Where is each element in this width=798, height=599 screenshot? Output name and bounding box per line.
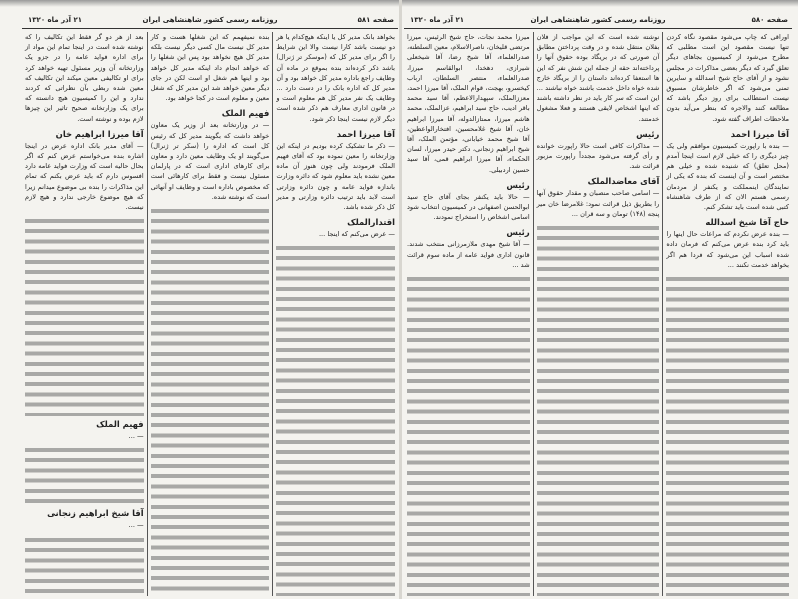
columns — [22, 32, 398, 596]
issue-date: ۲۱ آذر ماه ۱۳۲۰ — [28, 16, 83, 24]
paragraph: — عرض می‌کنم که اینجا ... — [318, 230, 395, 239]
paragraph: بنده نمیفهمم که این شغلها هست و کار مدیر کل نیست مال کسی دیگر نیست بلکه مدیر کل هیچ نخواهد بود پس این شغلها را که خواهد انجام داد اینکه مدیر کل خواهد بود و اینها هم شغل او است لکن در جای دیگر معین خواهد شد این مدیر کل که شغل معین و معلوم است در کجا خواهد بود. — [150, 33, 270, 103]
column-middle — [534, 32, 664, 596]
paragraph: — ذکر ما تشکیک کرده بودیم در اینکه این وزارتخانه را معین نموده بود که آقای فهیم الملک فرمودند ولی چون هنوز آن ماده معین نشده باید معلوم شود که دائره وزارت باندازه فواید عامه و چون دائره وزارتی است لابد باید ترتیب دائره وزارتی و مدیر کل ذکر شده باشد. — [276, 141, 395, 212]
page-header — [404, 14, 792, 29]
paragraph: بخواهد بانک مدیر کل یا اینکه هیچ‌کدام یا هر دو نیست باشد کارا نیست والا این شرایط را اگر برای مدیر کل که (موسکر تر ژنرال) باشد ذکر کرده‌اند بنده بموقع در ماده آن وظایف راجع باداره مدیر کل خواهد بود و آن مدیر کل که اداره بانک را در دست دارد ... وظایف یک نفر مدیر کل هم معلوم است و در قانون اداری معارف هم ذکر شده است دیگر لازم نیست اینجا ذکر شود. — [276, 33, 395, 123]
newspaper-title: روزنامه رسمی کشور شاهنشاهی ایران — [142, 16, 278, 24]
text-lines — [25, 445, 144, 505]
paragraph: — آقای مدیر بانک اداره عرض در اینجا اشاره بنده می‌خواستم عرض کنم که اگر بحال حالیه است که وزارت فواید عامه دارد افسوس دارم که باید عرض بکنم که تمام این مذاکرات را بنده بی موضوع میدانم زیرا که هیچ موضوع خارجی ندارد و هیچ لازم نیست. — [24, 141, 144, 212]
issue-date: ۲۱ آذر ماه ۱۳۲۰ — [410, 16, 465, 24]
paragraph: — ... — [128, 521, 144, 530]
paragraph: — در وزارتخانه بعد از وزیر یک معاون خواهد داشت که بگویند مدیر کل که رئیس کل است که اداره را (سکر تر ژنرال) می‌گویند او یک وظایف معین دارد و معاون برای کارهای اداری است که در پارلمان مسئول نیست و فقط برای کارهائی است که مخصوص باداره است و وظایف او آنهائی است که نوشته شده. — [150, 121, 270, 201]
text-lines — [537, 223, 660, 596]
column-left — [22, 32, 148, 596]
page-580 — [404, 8, 792, 598]
columns — [404, 32, 792, 596]
speaker-heading: آقا شیخ ابراهیم زنجانی — [47, 508, 144, 519]
text-lines — [276, 243, 395, 596]
page-number: صفحه ۵۸۱ — [357, 16, 394, 24]
column-left — [404, 32, 534, 596]
paragraph: — ... — [128, 432, 144, 441]
speaker-heading: حاج آقا شیخ اسدالله — [705, 217, 789, 228]
text-lines — [25, 216, 144, 416]
newspaper-title: روزنامه رسمی کشور شاهنشاهی ایران — [530, 16, 666, 24]
speaker-heading: آقا میرزا احمد — [730, 128, 789, 139]
text-lines — [666, 274, 789, 596]
paragraph: — بنده عرض نکردم که مراعات حال اینها را باید کرد بنده عرض می‌کنم که فرمان داده شده اسباب این می‌شود که فردا هم اگر بخواهد خدمت نکنند ... — [666, 230, 789, 269]
paragraph: نوشته شده است که این مواجب از فلان بفلان منتقل شده و در وقت پرداختن مطابق آن صورتی که در بریگاد بوده حقوق آنها را پرداخته‌اند حقه از جمله این شش نفر که این ها استعفا کرده‌اند داستان را از بریگاد خارج شده خواه داخل خدمت باشند خواه نباشند ... این است که سر کار باید در نظر داشته باشند که اینها اشخاص لایقی هستند و فعلا مشغول خدمتند. — [536, 33, 660, 123]
text-lines — [151, 206, 270, 596]
speaker-heading: رئیس — [636, 128, 660, 139]
page-number: صفحه ۵۸۰ — [751, 16, 788, 24]
paragraph: — بنده با راپورت کمیسیون موافقم ولی یک چیز دیگری را که خیلی لازم است اینجا آمدم (محل تعلق) که شنیده شده و خیلی هم مختصر است و آن اینست که بنده که یکی از نمایندگان اینمملکت و یکنفر از مردمان رسمی هستم الان که از طرف شاهنشاه کتبی شده است باید تشکر کنم. — [666, 141, 789, 212]
page-gutter — [399, 0, 402, 599]
speaker-heading: فهیم الملک — [221, 108, 270, 119]
paragraph: — آقا شیخ مهدی ملازمرزانی منتخب شدند. قانون اداری فواید عامه از ماده سوم قرائت شد ... — [406, 240, 530, 269]
text-lines — [407, 274, 530, 596]
speaker-heading: رئیس — [506, 179, 530, 190]
column-right — [273, 32, 398, 596]
speaker-heading: فهیم الملک — [96, 419, 144, 430]
speaker-heading: آقای معاضدالملک — [587, 176, 660, 187]
paragraph: بعد از هر دو گر فقط این تکالیف را که نوشته شده است در اینجا تمام این مواد از برای اداره فواید عامه را در جزو یک وزارتخانه آن وزیر مسئول تهیه خواهد کرد برای او تکالیفی معین میکند این تکالیف که معین شده ربطی بآن نظراتی که کردند ندارد و این را کمیسیون هیچ دانسته که برای یک وزارتخانه صحیح تاثیر این چیزها لازم بوده و نوشته است. — [24, 33, 144, 123]
page-header — [22, 14, 398, 29]
text-lines — [25, 535, 144, 596]
speaker-heading: آقا میرزا ابراهیم خان — [55, 128, 144, 139]
column-middle — [148, 32, 274, 596]
speaker-heading: رئیس — [506, 227, 530, 238]
column-right — [663, 32, 792, 596]
page-581 — [22, 8, 398, 598]
speaker-heading: اقتدارالملک — [347, 217, 395, 228]
paragraph: اوراقی که چاپ می‌شود مقصود نگاه کردن تنها نیست مقصود این است مطلبی که مطرح می‌شود از کمیسیون بجاهای دیگر تعلق گیرد که دیگر بعضی مذاکرات در مجلس نشود و از آقای حاج شیخ اسدالله و سایرین تمنی می‌شود که اگر خاطرشان مسبوق نیست استطالب برای روز دیگر باشد که مطالعه کنند والاجره که بنظر می‌آید بدون ملاحظات اطراف گفته شود. — [666, 33, 789, 123]
paragraph: — مذاکرات کافی است حالا راپورت خوانده و رأی گرفته می‌شود مجدداً راپورت مزبور قرائت شد. — [536, 141, 660, 171]
paragraph: — حالا باید یکنفر بجای آقای حاج سید ابوالحسن اصفهانی در کمیسیون انتخاب شود اسامی اشخاص را استخراج نمودند. — [406, 192, 530, 222]
speaker-heading: آقا میرزا احمد — [336, 128, 395, 139]
paragraph: — اسامی صاحب منصبان و مقدار حقوق آنها را بطریق ذیل قرائت نمود: غلامرضا خان میر پنجه (۱۴۸) تومان و سه قران ... — [536, 189, 660, 218]
paragraph: میرزا محمد نجات، حاج شیخ الرئیس، میرزا مرتضی قلیخان، ناصرالاسلام، معین السلطنه، صدرالعلماء، آقا شیخ رضا، آقا شیخعلی شیرازی، دهخدا، ابوالقاسم میرزا، صدرالعلماء، منتصر السلطان، ارباب کیخسرو، بهجت، قوام الملک، آقا میرزا احمد، معززالملک، سپهدارالاعظم، آقا سید محمد باقر ادیب، حاج سید ابراهیم، عزالملک، محمد هاشم میرزا، ممتازالدوله، آقا میرزا ابراهیم خان، آقا شیخ غلامحسین، افتخارالواعظین، آقا شیخ محمد خیابانی، مؤتمن الملک، آقا شیخ ابراهیم زنجانی، دکتر حیدر میرزا، لسان الحکماء، آقا میرزا ابراهیم قمی، آقا سید حسین اردبیلی. — [406, 33, 530, 174]
